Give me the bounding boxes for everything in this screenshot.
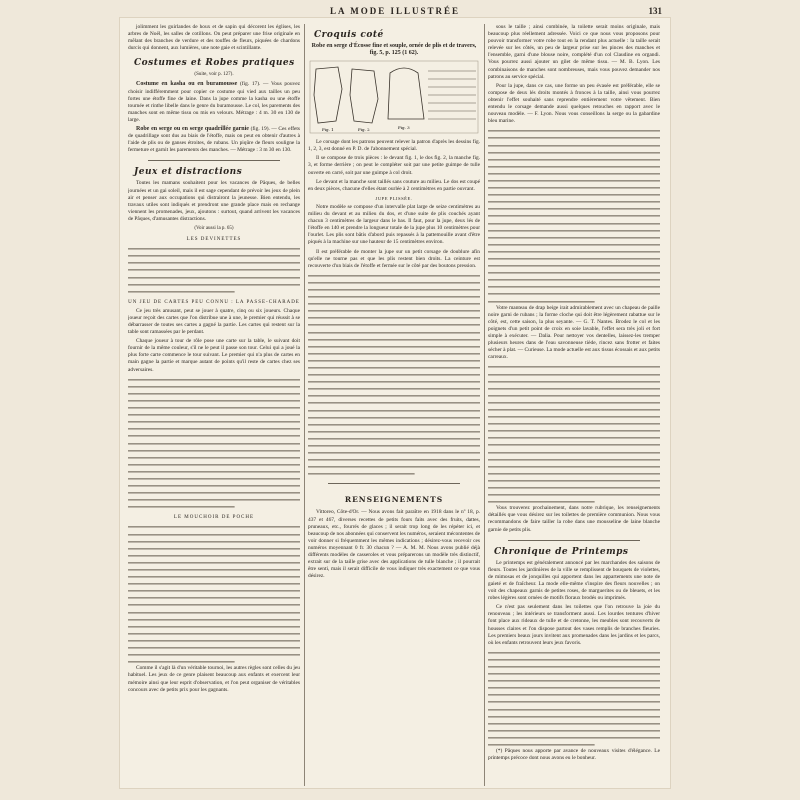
fig-1-label: Fig. 1	[322, 127, 334, 133]
robe-serge-text: (fig. 19). — Ces effets de quadrillage sont dus au biais de l'étoffe, mais on peut en obtenir d'autres à l'aide de plis ou de ganses étroites, de rubans. Un piqûre de fleurs souligne la fermeture et garnit les parements des manches. — Métrage : 3 m 30 en 130.	[128, 126, 300, 154]
renseignements-title: RENSEIGNEMENTS	[344, 495, 444, 505]
robe-serge-lead: Robe en serge ou en serge quadrillée garnie	[136, 126, 249, 133]
body-text-lines	[128, 376, 300, 511]
body-text-lines	[488, 363, 660, 505]
column-2	[308, 24, 480, 786]
chronique-title: Chronique de Printemps	[494, 546, 629, 557]
pattern-back-piece	[350, 69, 378, 123]
pattern-figure	[308, 59, 480, 135]
column-rule-1	[304, 24, 305, 786]
croquis-subtitle: Robe en serge d'Écosse fine et souple, ornée de plis et de travers, fig. 5, p. 125 (1 62).	[311, 43, 477, 57]
pattern-sleeve-piece	[388, 68, 424, 119]
jeux-ref: (Voir aussi la p. 65)	[194, 225, 234, 231]
pattern-front-piece	[314, 67, 342, 123]
croquis-paragraph-2: Il se compose de trois pièces : le devant fig. 1, le dos fig. 2, la manche fig. 3, et forme derrière ; on peut le compléter soit par une petite guimpe de tulle ouverte en carré, soit par une guimpe à col droit.	[308, 155, 480, 176]
running-title: LA MODE ILLUSTRÉE	[329, 6, 461, 16]
jupe-label: JUPE PLISSÉE.	[375, 195, 413, 201]
jupe-paragraph: Notre modèle se compose d'un intervalle plat large de seize centimètres au milieu du devant et au milieu du dos, et d'une suite de plis couchés ayant chacun 3 centimètres de largeur dans le bas. Il faut, pour la jupe, deux lés de l'étoffe en 140 et prendre la longueur totale de la jupe plus 10 centimètres pour l'ourlet. Les plis sont bâtis d'abord puis repassés à la pattemouille avant d'être piqués à la machine sur une hauteur de 15 centimètres environ.	[308, 203, 480, 246]
croquis-intro: Le corsage dont les patrons peuvent relever la patron d'après les dessins fig. 1, 2, 3, est donné en P. D. de l'abonnement spécial.	[308, 139, 480, 153]
body-text-lines	[488, 649, 660, 748]
renseignements-paragraph: Vittoreo, Côte-d'Or. — Nous avons fait paraître en 1918 dans le nº 18, p. 437 et 467, diverses recettes de petits fours faits avec des fruits, dattes, pruneaux, etc., fourrés de glaces ; il serait trop long de les répéter ici, et beaucoup de nos abonnées qui conservent les numéros, seraient mécontentes de voir donner si fréquemment les mêmes indications ; désirez-vous recevoir ces numéros moyennant 0 fr. 30 chacun ? — A. M. M. Nous avons publié déjà différents modèles de casseroles et vous préparerons un modèle très distinctif, extrait sur de la taille grise avec des applications de tulle blanche ; il pourrait être senti, mais il serait difficile de vous indiquer très exactement ce que vous désirez.	[308, 509, 480, 580]
body-text-lines	[488, 127, 660, 304]
suite-paragraph: Chaque joueur à tour de rôle pose une carte sur la table, le suivant doit fournir de la même couleur, s'il ne le peut il passe son tour. Celui qui a joué la plus forte carte commence le tour suivant. Le premier qui n'a plus de cartes en main gagne la partie et marque autant de points qu'il reste de cartes chez ses adversaires.	[128, 338, 300, 373]
body-text-lines	[308, 272, 480, 478]
pattern-diagram	[308, 59, 480, 135]
subhead-jeu-cartes: UN JEU DE CARTES PEU CONNU : LA PASSE-CHARADE	[128, 299, 300, 305]
jupe-paragraph-2: Il est préférable de monter la jupe sur un petit corsage de doublure afin qu'elle ne tourne pas et que les plis restent bien droits. La ceinture est recouverte d'un biais de l'étoffe et fermée sur le côté par des boutons pression.	[308, 248, 480, 269]
croquis-title: Croquis coté	[314, 30, 384, 40]
subhead-mouchoir: LE MOUCHOIR DE POCHE	[173, 515, 255, 521]
chronique-paragraph: Le printemps est généralement annoncé par les marchandes des saisons de fleurs. Toutes les jardinières de la ville se remplissent de bouquets de violettes, de mimosas et de jonquilles qui apportent dans les appartements une note de gaieté et de fraîcheur. La mode elle-même s'inspire des fleurs nouvelles ; on voit des chapeaux garnis de petites roses, de marguerites ou de bleuets, et les robes légères sont ornées de motifs floraux brodés ou imprimés.	[488, 559, 660, 602]
divider	[508, 540, 640, 541]
robe-serge-paragraph	[128, 126, 300, 154]
col3-paragraph-3: Votre manteau de drap beige irait admirablement avec un chapeau de paille noire garni de rubans ; la forme cloche qui doit être légèrement rabattue sur le côté, est, cette saison, la plus seyante. — G. T. Nantes. Brodez le col et les poignets d'un petit point de croix en soie lavable, l'effet sera très joli et fort simple à exécuter. — Dalia. Pour nettoyer vos dentelles, laissez-les tremper plusieurs heures dans de l'eau savonneuse tiède, rincez sans frotter et faites sécher à plat. — Curieuse. La mode actuelle est aux tissus écossais et aux petits carreaux.	[488, 304, 660, 361]
closing-paragraph: Comme il s'agit là d'un véritable tournoi, les autres règles sont celles du jeu habituel. Les jeux de ce genre plaisent beaucoup aux enfants et exercent leur mémoire ainsi que leur esprit d'observation, et l'on peut organiser de véritables concours avec de petits prix pour les gagnants.	[128, 665, 300, 693]
costumes-title: Costumes et Robes pratiques	[134, 58, 295, 69]
col3-paragraph-2: Pour la jupe, dans ce cas, une forme un peu évasée est préférable, elle se compose de deux lés droits montés à fronces à la taille, ainsi vous pourrez obtenir l'effet souhaité sans reprendre entièrement votre vêtement. Bien entendu le corsage demande aussi quelques retouches en rapport avec le nouveau modèle. — F. Lyon. Nous vous conseillons la serge ou la gabardine bleu marine.	[488, 82, 660, 125]
costume-kasha-text: (fig. 17). — Vous pouvez choisir indifféremment pour copier ce costume qui vied aux tailles un peu fortes une étoffe fine de laine. Dans la jupe comme la kasha ou une étoffe tournée et rinthe libelle dans le genre du buramousse. Le col, les parements des manches sont en même tissu ou mis en velours. Métrage : 4 m. 30 en 130 de large.	[128, 81, 300, 123]
divider	[328, 483, 460, 484]
col3-paragraph-4: Vous trouverez prochainement, dans notre rubrique, les renseignements détaillés que vous désirez sur les toilettes de première communion. Nous vous recommandons de faire tailler la robe dans une mousseline de laine blanche garnie de petits plis.	[488, 505, 660, 533]
footnote: (*) Pâques nous apporte par avance de nouveaux visites d'élégance. Le printemps précoce dont nous avons eu le bonheur.	[488, 748, 660, 762]
costume-kasha-lead: Costume en kasha ou en buramousse	[136, 81, 238, 88]
costumes-subtitle: (Suite, voir p. 127).	[194, 72, 234, 78]
chronique-paragraph-2: Ce n'est pas seulement dans les toilettes que l'on retrouve la joie du renouveau ; les intérieurs se transforment aussi. Les lourdes tentures d'hiver font place aux rideaux de tulle et de cretonne, les meubles sont recouverts de housses claires et l'on dispose partout des vases remplis de branches fleuries. Les premiers beaux jours invitent aux promenades dans les jardins et les parcs, où les enfants retrouvent leurs jeux favoris.	[488, 604, 660, 646]
divider	[148, 160, 280, 161]
jeux-intro: Toutes les mamans souhaitent pour les vacances de Pâques, de belles journées et un gai soleil, mais il est sage cependant de prévoir les jeux de plein air et penser aux occupations qui distrairont la jeunesse. Bien entendu, les travaux utiles sont indiqués et prendront une grande place mais en rechange viennent les promenades, jeux, ajoutons : surtout, quand arrivent les vacances de Pâques, d'amusantes distractions.	[128, 180, 300, 222]
body-text-lines	[128, 245, 300, 295]
costume-kasha-paragraph	[128, 81, 300, 124]
cartes-paragraph: Ce jeu très amusant, peut se jouer à quatre, cinq ou six joueurs. Chaque joueur reçoit des cartes que l'on distribue une à une, le premier qui réussit à se débarrasser de toutes ses cartes a gagné la partie. Les cartes qui restent sur la table sont ramassées par le perdant.	[128, 307, 300, 336]
col3-top-paragraph: sous le taille ; ainsi combinée, la toilette serait moins originale, mais beaucoup plus réellement adressée. Voici ce que nous vous proposons pour pouvoir transformer votre robe tout en la rendant plus actuelle : la taille serait relevée sur les côtés, un peu de largeur prise sur les pinces des manches et l'ensemble, garni d'une blouse noire, complété d'un col Claudine en organdi. Vous pourrez aussi ajouter un gilet de même tissu. — M. B. Lyon. Les combinaisons de manches sont nombreuses, mais vous pouvez demander nos patrons au service spécial.	[488, 24, 660, 80]
fig-3-label: Fig. 3	[398, 125, 410, 131]
jeux-title: Jeux et distractions	[134, 167, 243, 178]
column-rule-2	[484, 24, 485, 786]
column-3	[488, 24, 660, 786]
intro-paragraph: jolimment les guirlandes de houx et de sapin qui décorent les églises, les arbres de Noël, les salles de cotillons. On peut préparer une frise originale en mêlant des branches de verdure et des touffes de fleurs, piquées de chardons durcis qui donnent, aux lumières, une note gaie et scintillante.	[128, 24, 300, 52]
fig-2-label: Fig. 2	[358, 127, 370, 133]
page-number: 131	[648, 6, 662, 16]
body-text-lines	[128, 523, 300, 665]
subhead-devinettes: LES DEVINETTES	[186, 237, 242, 243]
column-1	[128, 24, 300, 786]
croquis-paragraph-3: Le devant et la manche sont taillés sans couture au milieu. Le dos est coupé en deux pièces, chacune d'elles étant ourlée à 2 centimètres en partie ouvrant.	[308, 178, 480, 192]
